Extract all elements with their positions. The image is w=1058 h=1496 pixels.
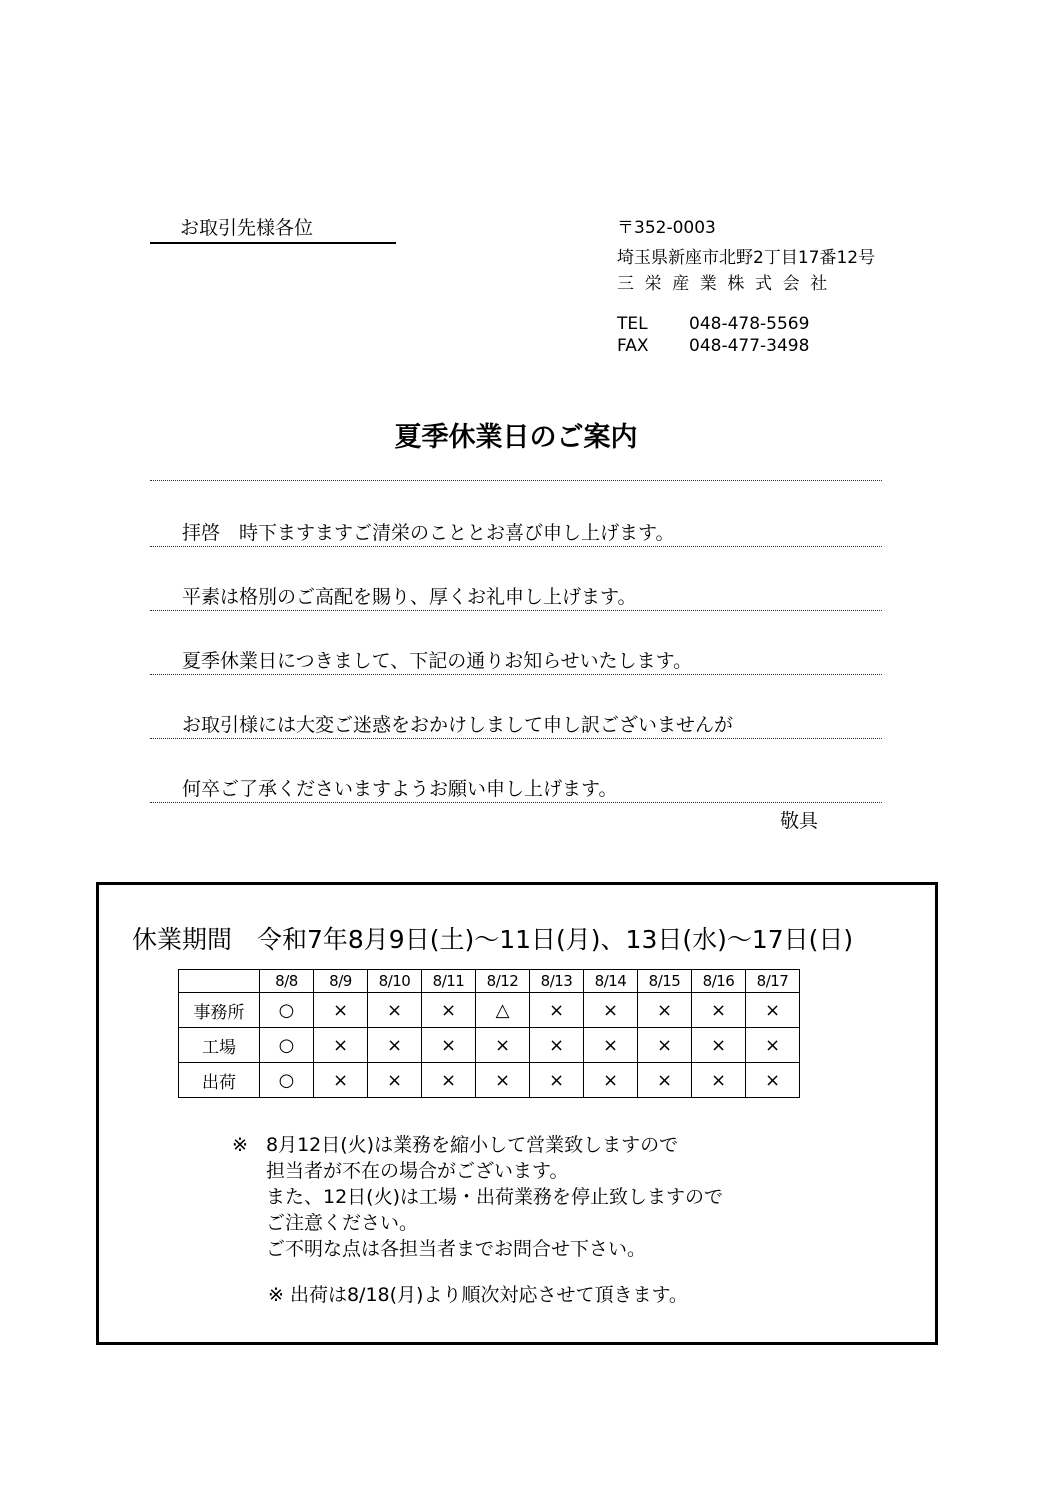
body-line: 平素は格別のご高配を賜り、厚くお礼申し上げます。 [150,584,882,611]
status-cell: × [692,1028,746,1063]
status-cell: × [368,993,422,1028]
date-header: 8/14 [584,970,638,993]
status-cell: × [638,1028,692,1063]
sender-company: 三栄産業株式会社 [617,274,838,294]
date-header: 8/8 [260,970,314,993]
note-line: ご不明な点は各担当者までお問合せ下さい。 [266,1238,647,1260]
note-line: 8月12日(火)は業務を縮小して営業致しますので [266,1134,679,1156]
status-cell: × [422,1028,476,1063]
date-header: 8/17 [746,970,800,993]
holiday-period: 休業期間 令和7年8月9日(土)～11日(月)、13日(水)～17日(日) [132,925,854,954]
status-cell: × [584,993,638,1028]
row-label: 工場 [179,1028,260,1063]
status-cell: ○ [260,1063,314,1098]
status-cell: × [368,1063,422,1098]
status-cell: × [692,1063,746,1098]
status-cell: △ [476,993,530,1028]
sender-tel [617,312,809,336]
sender-fax [617,334,809,358]
schedule-row-shipping [179,1063,800,1098]
row-label: 事務所 [179,993,260,1028]
schedule-row-office [179,993,800,1028]
status-cell: × [422,993,476,1028]
date-header: 8/9 [314,970,368,993]
status-cell: × [368,1028,422,1063]
status-cell: × [746,1063,800,1098]
status-cell: ○ [260,1028,314,1063]
body-line: 何卒ご了承くださいますようお願い申し上げます。 [150,776,882,803]
closing-keigu: 敬具 [780,810,819,832]
status-cell: × [530,1063,584,1098]
schedule-table [178,969,800,1098]
page-title: 夏季休業日のご案内 [394,422,638,453]
note-line: ご注意ください。 [266,1212,419,1234]
status-cell: × [530,1028,584,1063]
status-cell: × [746,993,800,1028]
body-line: 拝啓 時下ますますご清栄のこととお喜び申し上げます。 [150,520,882,547]
schedule-row-factory [179,1028,800,1063]
note-mark: ※ [232,1134,248,1156]
status-cell: × [584,1063,638,1098]
status-cell: × [638,993,692,1028]
status-cell: × [638,1063,692,1098]
title-divider [150,480,882,481]
schedule-header-row [179,970,800,993]
status-cell: × [746,1028,800,1063]
sender-postal-code: 〒352-0003 [617,218,716,238]
sender-address: 埼玉県新座市北野2丁目17番12号 [617,248,876,268]
status-cell: × [422,1063,476,1098]
status-cell: × [476,1063,530,1098]
row-label: 出荷 [179,1063,260,1098]
status-cell: × [692,993,746,1028]
status-cell: × [314,1063,368,1098]
shipping-note: ※ 出荷は8/18(月)より順次対応させて頂きます。 [268,1284,688,1306]
date-header: 8/13 [530,970,584,993]
date-header: 8/10 [368,970,422,993]
body-line: お取引様には大変ご迷惑をおかけしまして申し訳ございませんが [150,712,882,739]
status-cell: × [530,993,584,1028]
note-line: また、12日(火)は工場・出荷業務を停止致しますので [266,1186,724,1208]
date-header: 8/16 [692,970,746,993]
schedule-corner [179,970,260,993]
date-header: 8/15 [638,970,692,993]
date-header: 8/12 [476,970,530,993]
date-header: 8/11 [422,970,476,993]
fax-number: 048-477-3498 [689,336,810,356]
note-line: 担当者が不在の場合がございます。 [266,1160,569,1182]
tel-number: 048-478-5569 [689,314,810,334]
body-line: 夏季休業日につきまして、下記の通りお知らせいたします。 [150,648,882,675]
status-cell: × [314,993,368,1028]
status-cell: ○ [260,993,314,1028]
tel-label: TEL [617,314,648,334]
fax-label: FAX [617,336,649,356]
status-cell: × [314,1028,368,1063]
status-cell: × [476,1028,530,1063]
addressee: お取引先様各位 [150,214,396,244]
status-cell: × [584,1028,638,1063]
